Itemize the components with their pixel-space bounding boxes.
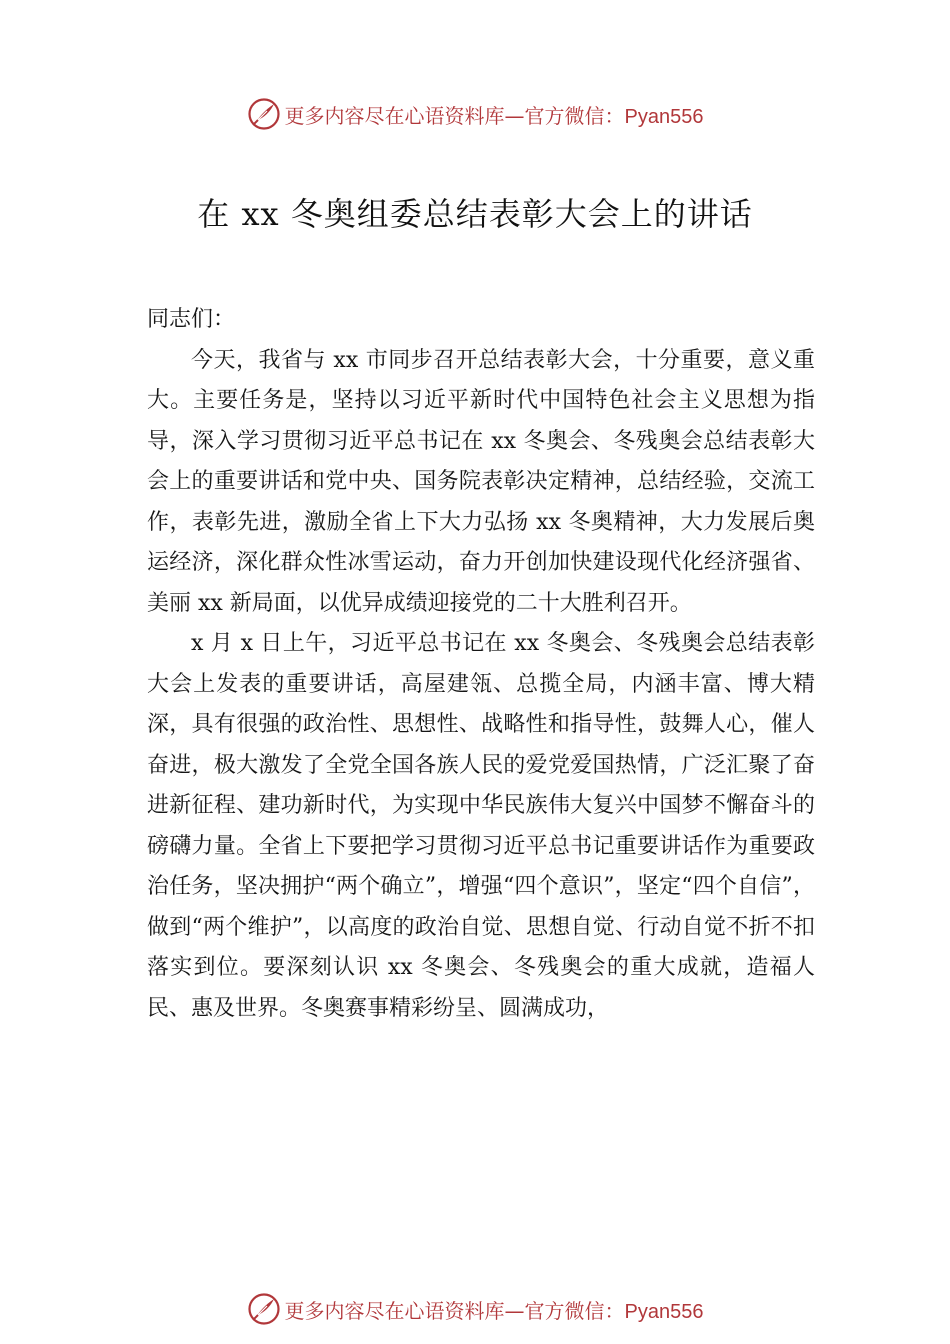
footer-watermark-banner bbox=[0, 1289, 950, 1329]
watermark-wechat-label: 官方微信： bbox=[524, 1298, 625, 1323]
header-watermark-banner bbox=[0, 94, 950, 134]
salutation: 同志们： bbox=[147, 307, 236, 332]
watermark-separator: — bbox=[504, 103, 525, 128]
watermark-text bbox=[285, 1295, 704, 1324]
watermark-wechat-label: 官方微信： bbox=[524, 103, 625, 128]
watermark-account: Pyan556 bbox=[624, 105, 704, 128]
watermark-separator: — bbox=[504, 1298, 525, 1323]
document-body bbox=[147, 300, 815, 1029]
quill-seal-logo-icon bbox=[247, 97, 281, 131]
watermark-account: Pyan556 bbox=[624, 1300, 704, 1323]
paragraph: 今天，我省与 xx 市同步召开总结表彰大会，十分重要，意义重大。主要任务是，坚持以习近平新时代中国特色社会主义思想为指导，深入学习贯彻习近平总书记在 xx 冬奥会、冬残奥会总结表彰大会上的重要讲话和党中央、国务院表彰决定精神，总结经验，交流工作，表彰先进，激励全省上下大力弘扬 xx 冬奥精神，大力发展后奥运经济，深化群众性冰雪运动，奋力开创加快建设现代化经济强省、美丽 xx 新局面，以优异成绩迎接党的二十大胜利召开。 bbox=[147, 347, 815, 616]
paragraph: x 月 x 日上午，习近平总书记在 xx 冬奥会、冬残奥会总结表彰大会上发表的重要讲话，高屋建瓴、总揽全局，内涵丰富、博大精深，具有很强的政治性、思想性、战略性和指导性，鼓舞人心，催人奋进，极大激发了全党全国各族人民的爱党爱国热情，广泛汇聚了奋进新征程、建功新时代，为实现中华民族伟大复兴中国梦不懈奋斗的磅礴力量。全省上下要把学习贯彻习近平总书记重要讲话作为重要政治任务，坚决拥护“两个确立”，增强“四个意识”，坚定“四个自信”，做到“两个维护”，以高度的政治自觉、思想自觉、行动自觉不折不扣落实到位。要深刻认识 xx 冬奥会、冬残奥会的重大成就，造福人民、惠及世界。冬奥赛事精彩纷呈、圆满成功， bbox=[147, 631, 815, 1021]
watermark-text bbox=[285, 100, 704, 129]
watermark-main: 更多内容尽在心语资料库 bbox=[284, 1298, 505, 1323]
watermark-main: 更多内容尽在心语资料库 bbox=[284, 103, 505, 128]
document-title: 在 xx 冬奥组委总结表彰大会上的讲话 bbox=[197, 195, 753, 233]
quill-seal-logo-icon bbox=[247, 1292, 281, 1326]
